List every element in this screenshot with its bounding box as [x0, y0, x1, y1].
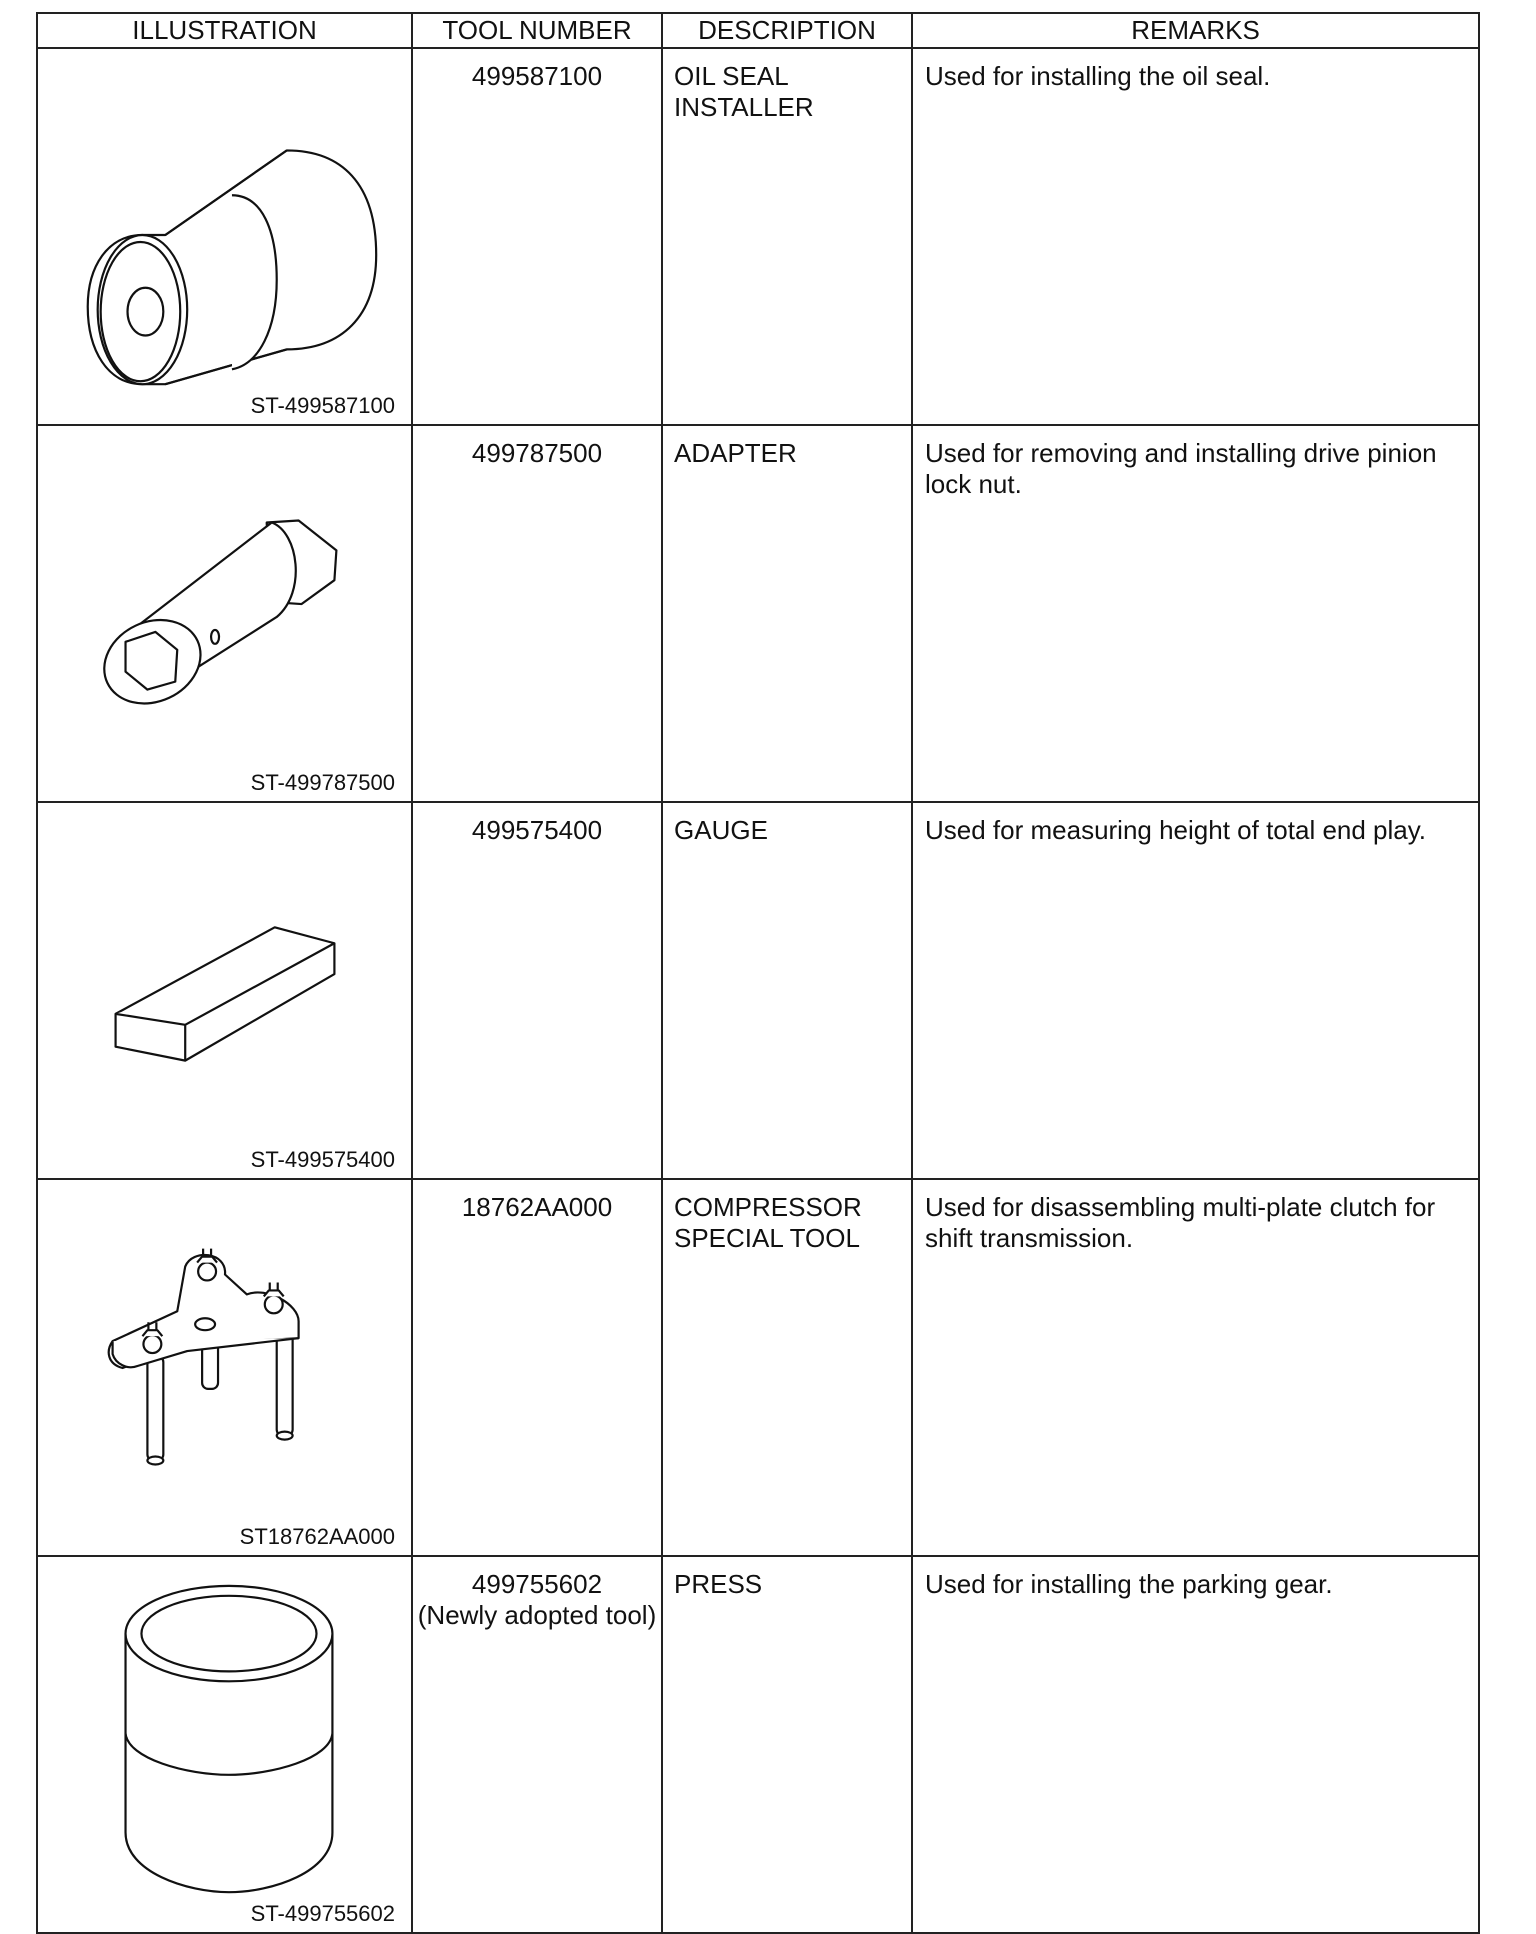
tool-number-cell	[412, 1179, 662, 1556]
illustration-code: ST-499755602	[250, 1901, 395, 1926]
remarks-cell	[912, 48, 1479, 425]
tool-number: 499787500	[471, 438, 603, 468]
special-tools-table	[36, 12, 1480, 1934]
header-remarks: REMARKS	[912, 13, 1479, 48]
illustration-cell	[37, 802, 412, 1179]
remarks-text: Used for installing the parking gear.	[925, 1569, 1333, 1599]
description-line: ADAPTER	[674, 438, 797, 468]
description-line: SPECIAL TOOL	[674, 1223, 860, 1253]
remarks-text: Used for disassembling multi-plate clutch for shift transmission.	[925, 1192, 1436, 1253]
table-row	[37, 48, 1479, 425]
header-illustration: ILLUSTRATION	[37, 13, 412, 48]
illustration-cell	[37, 1179, 412, 1556]
tool-number: 499575400	[471, 815, 603, 845]
description-cell	[662, 1179, 912, 1556]
description-cell	[662, 1556, 912, 1933]
description-line: INSTALLER	[674, 92, 814, 122]
illustration-cell	[37, 48, 412, 425]
header-tool-number: TOOL NUMBER	[412, 13, 662, 48]
remarks-text: Used for installing the oil seal.	[925, 61, 1271, 91]
description-line: COMPRESSOR	[674, 1192, 862, 1222]
table-row	[37, 425, 1479, 802]
adapter-socket-icon	[38, 426, 411, 801]
table-row	[37, 1556, 1479, 1933]
illustration-cell	[37, 425, 412, 802]
illustration-code: ST18762AA000	[239, 1524, 395, 1549]
tool-number-cell	[412, 425, 662, 802]
description-line: GAUGE	[674, 815, 768, 845]
description-cell	[662, 802, 912, 1179]
remarks-cell	[912, 1556, 1479, 1933]
description-cell	[662, 48, 912, 425]
header-description: DESCRIPTION	[662, 13, 912, 48]
tool-number-cell	[412, 802, 662, 1179]
illustration-code: ST-499587100	[250, 393, 395, 418]
illustration-code: ST-499575400	[250, 1147, 395, 1172]
remarks-text: Used for removing and installing drive pinion lock nut.	[925, 438, 1437, 499]
illustration-code: ST-499787500	[250, 770, 395, 795]
table-row	[37, 802, 1479, 1179]
description-line: PRESS	[674, 1569, 763, 1599]
tool-number-cell	[412, 1556, 662, 1933]
tool-note: (Newly adopted tool)	[417, 1600, 657, 1630]
tool-number: 499587100	[471, 61, 603, 91]
description-cell	[662, 425, 912, 802]
tool-number: 499755602	[471, 1569, 603, 1599]
remarks-cell	[912, 1179, 1479, 1556]
remarks-text: Used for measuring height of total end play.	[925, 815, 1427, 845]
table-row	[37, 1179, 1479, 1556]
header-row	[37, 13, 1479, 48]
illustration-cell	[37, 1556, 412, 1933]
gauge-block-icon	[38, 803, 411, 1178]
oil-seal-installer-icon	[38, 49, 411, 424]
description-line: OIL SEAL	[674, 61, 789, 91]
press-cylinder-icon	[38, 1557, 411, 1932]
remarks-cell	[912, 425, 1479, 802]
remarks-cell	[912, 802, 1479, 1179]
tool-number: 18762AA000	[461, 1192, 613, 1222]
tool-number-cell	[412, 48, 662, 425]
compressor-tool-icon	[38, 1180, 411, 1555]
